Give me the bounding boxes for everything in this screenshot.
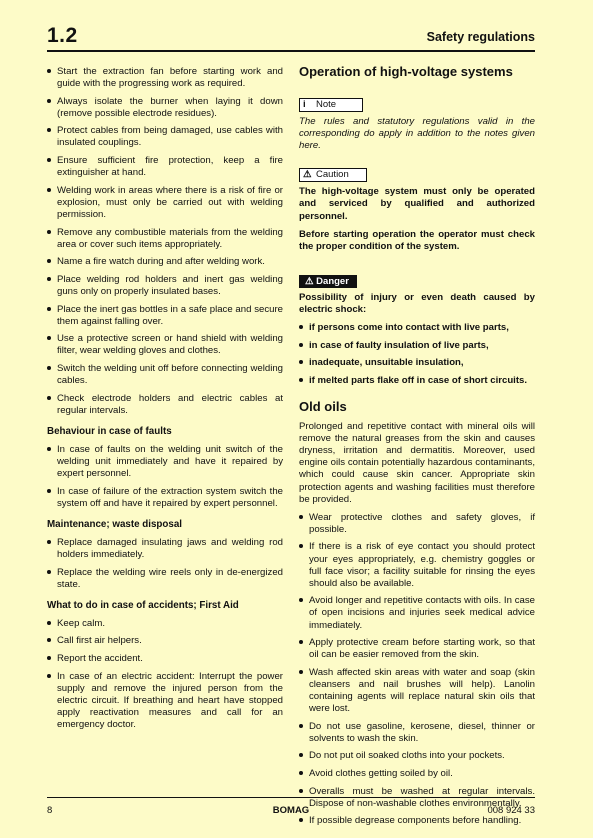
- list-item: Overalls must be washed at regular intervals. Dispose of non-washable clothes environmentally.: [299, 786, 535, 810]
- list-item: Apply protective cream before starting work, so that oil can be easier removed from the skin.: [299, 637, 535, 661]
- list-item: If possible degrease components before handling.: [299, 815, 535, 827]
- list-item: inadequate, unsuitable insulation,: [299, 357, 535, 369]
- brand-name: BOMAG: [272, 805, 310, 816]
- faults-heading: Behaviour in case of faults: [47, 425, 172, 437]
- list-item: in case of faulty insulation of live parts,: [299, 340, 535, 352]
- danger-list: [299, 322, 535, 387]
- list-item: Use a protective screen or hand shield with welding filter, wear welding gloves and clothes.: [47, 333, 283, 357]
- page-number: 8: [47, 805, 53, 816]
- page-footer: [47, 797, 535, 818]
- list-item: In case of failure of the extraction system switch the system off and have it repaired by expert personnel.: [47, 486, 283, 510]
- list-item: Place welding rod holders and inert gas welding guns only on properly insulated bases.: [47, 274, 283, 298]
- list-item: Replace damaged insulating jaws and welding rod holders immediately.: [47, 537, 283, 561]
- list-item: Protect cables from being damaged, use cables with insulated couplings.: [47, 125, 283, 149]
- list-item: Name a fire watch during and after welding work.: [47, 256, 283, 268]
- caution-text-2: Before starting operation the operator must check the proper condition of the system.: [299, 228, 535, 252]
- warning-icon: ⚠: [303, 169, 312, 181]
- list-item: Do not put oil soaked cloths into your pockets.: [299, 750, 535, 762]
- caution-label: Caution: [316, 169, 349, 181]
- page-header: [47, 24, 535, 52]
- list-item: Remove any combustible materials from the welding area or cover such items appropriately.: [47, 227, 283, 251]
- list-item: In case of an electric accident: Interrupt the power supply and remove the injured person from the electric circuit. If breathing and heart have stopped apply reactivation measures and call for an emergency doctor.: [47, 671, 283, 731]
- danger-icon: ⚠: [305, 275, 314, 287]
- high-voltage-heading: Operation of high-voltage systems: [299, 64, 513, 79]
- caution-box: [299, 168, 367, 182]
- list-item: Call first air helpers.: [47, 635, 283, 647]
- list-item: Wear protective clothes and safety gloves, if possible.: [299, 512, 535, 536]
- list-item: Switch the welding unit off before connecting welding cables.: [47, 363, 283, 387]
- section-title: Safety regulations: [426, 30, 535, 44]
- list-item: Keep calm.: [47, 618, 283, 630]
- note-label: Note: [316, 99, 337, 111]
- right-column: [299, 66, 535, 833]
- maintenance-heading: Maintenance; waste disposal: [47, 518, 183, 530]
- list-item: Replace the welding wire reels only in de-energized state.: [47, 567, 283, 591]
- list-item: Place the inert gas bottles in a safe place and secure them against falling over.: [47, 304, 283, 328]
- danger-label: Danger: [316, 275, 349, 287]
- note-box: [299, 98, 363, 112]
- note-text: The rules and statutory regulations valid in the corresponding do apply in addition to the notes given here.: [299, 116, 535, 152]
- section-number: 1.2: [47, 24, 78, 47]
- first-aid-list: [47, 618, 283, 731]
- maintenance-list: [47, 537, 283, 591]
- danger-box: [299, 275, 357, 288]
- document-number: 008 924 33: [487, 805, 535, 816]
- info-icon: i: [303, 99, 306, 111]
- list-item: If there is a risk of eye contact you should protect your eyes appropriately, e.g. chemistry goggles or full face visor; a facility suitable for rinsing the eyes should also be available.: [299, 541, 535, 589]
- list-item: In case of faults on the welding unit switch of the welding unit immediately and have it repaired by expert personnel.: [47, 444, 283, 480]
- faults-list: [47, 444, 283, 510]
- left-column: [47, 66, 283, 737]
- list-item: Welding work in areas where there is a risk of fire or explosion, must only be carried out with welding permission.: [47, 185, 283, 221]
- list-item: Avoid longer and repetitive contacts with oils. In case of open incisions and injuries seek medical advice immediately.: [299, 595, 535, 631]
- list-item: Start the extraction fan before starting work and guide with the progressing work as required.: [47, 66, 283, 90]
- old-oils-paragraph: Prolonged and repetitive contact with mineral oils will remove the natural greases from the skin and causes dryness, irritation and dermatitis. Moreover, used engine oils contain potentially hazardous contaminants, which could cause skin cancer. Appropriate skin protection agents and washing facilities must therefore be provided.: [299, 421, 535, 505]
- caution-text-1: The high-voltage system must only be operated and serviced by qualified and authorized personnel.: [299, 186, 535, 222]
- list-item: Ensure sufficient fire protection, keep a fire extinguisher at hand.: [47, 155, 283, 179]
- list-item: if persons come into contact with live parts,: [299, 322, 535, 334]
- list-item: Wash affected skin areas with water and soap (skin cleansers and nail brushes will help). Lanolin containing agents will replace natural skin oils that were lost.: [299, 667, 535, 715]
- danger-intro: Possibility of injury or even death caused by electric shock:: [299, 291, 535, 316]
- list-item: Report the accident.: [47, 653, 283, 665]
- list-item: Always isolate the burner when laying it down (remove possible electrode residues).: [47, 96, 283, 120]
- list-item: Do not use gasoline, kerosene, diesel, thinner or solvents to wash the skin.: [299, 721, 535, 745]
- list-item: if melted parts flake off in case of short circuits.: [299, 375, 535, 387]
- list-item: Avoid clothes getting soiled by oil.: [299, 768, 535, 780]
- first-aid-heading: What to do in case of accidents; First Aid: [47, 599, 239, 611]
- list-item: Check electrode holders and electric cables at regular intervals.: [47, 393, 283, 417]
- old-oils-list: [299, 512, 535, 828]
- old-oils-heading: Old oils: [299, 399, 347, 414]
- welding-list: [47, 66, 283, 417]
